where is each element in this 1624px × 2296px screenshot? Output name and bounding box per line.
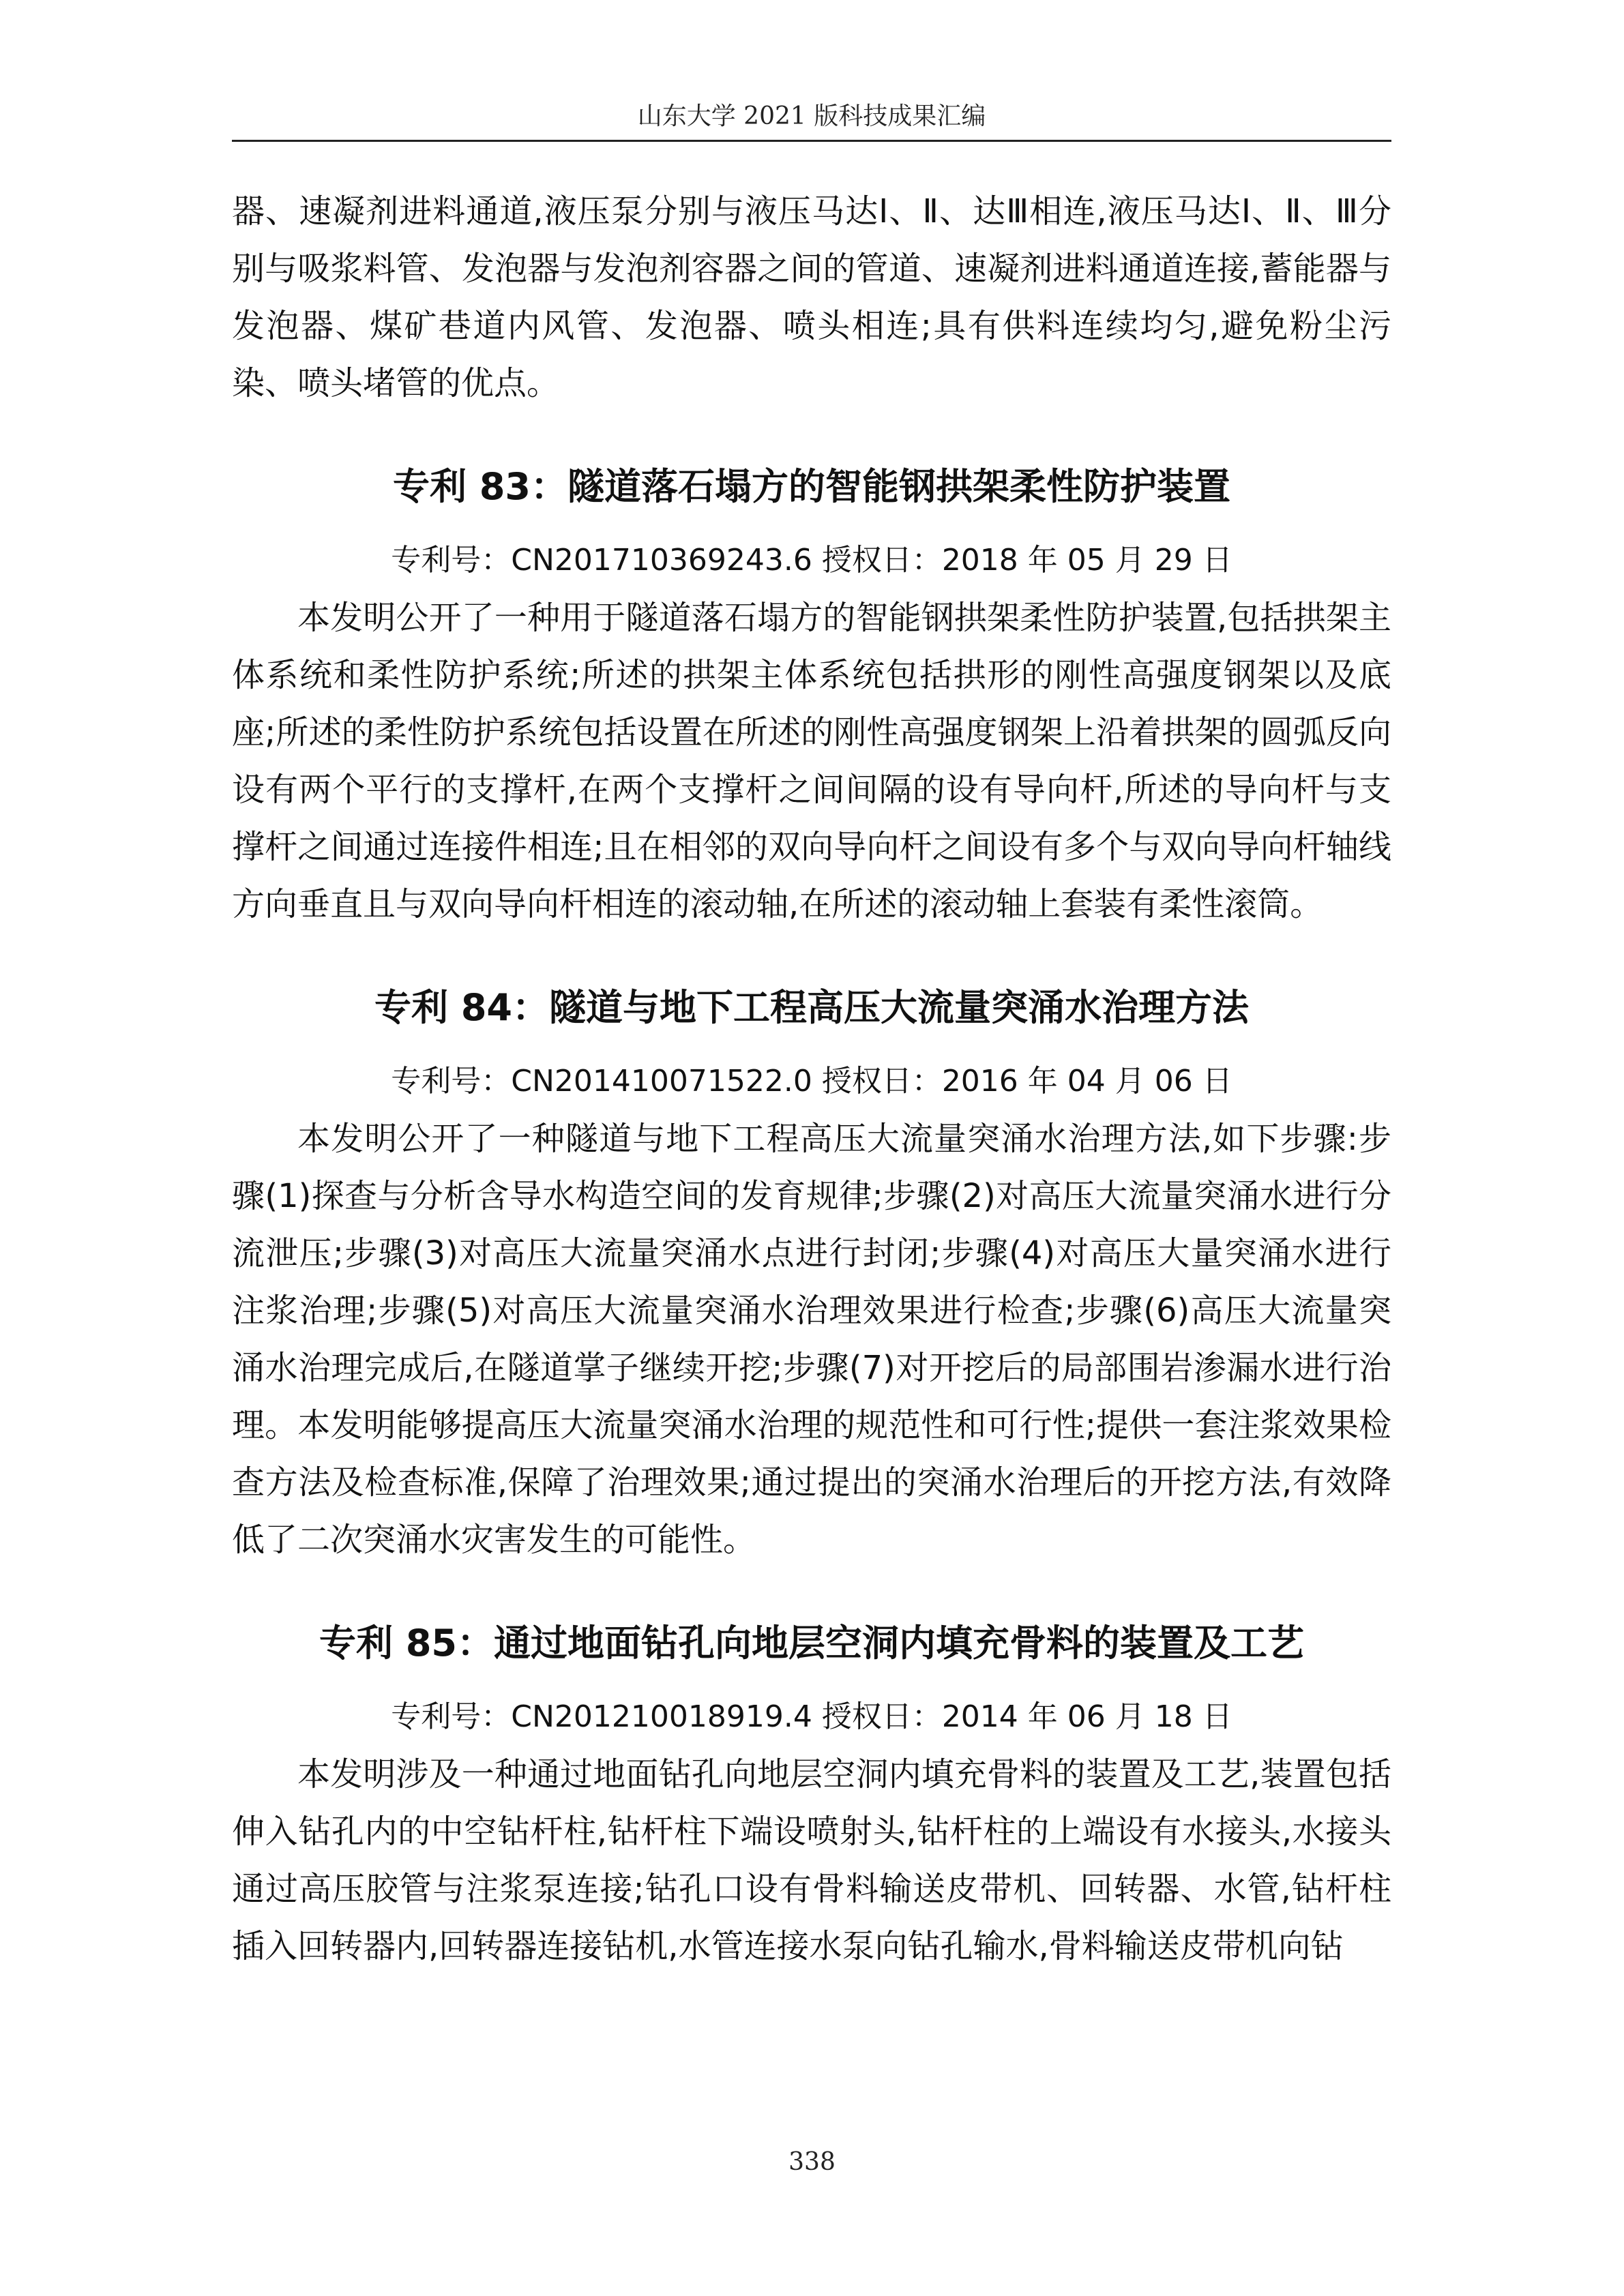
patent-meta: 专利号：CN201210018919.4 授权日：2014 年 06 月 18 日 [391,1699,1232,1734]
continuation-paragraph: 器、速凝剂进料通道,液压泵分别与液压马达Ⅰ、Ⅱ、达Ⅲ相连,液压马达Ⅰ、Ⅱ、Ⅲ分别与吸浆料管、发泡器与发泡剂容器之间的管道、速凝剂进料通道连接,蓄能器与发泡器、煤矿巷道内风管、发泡器、喷头相连;具有供料连续均匀,避免粉尘污染、喷头堵管的优点。 [232,192,1391,402]
patent-meta: 专利号：CN201710369243.6 授权日：2018 年 05 月 29 日 [391,543,1232,578]
patent-heading: 专利 83：隧道落石塌方的智能钢拱架柔性防护装置 [393,465,1230,508]
patent-abstract: 本发明涉及一种通过地面钻孔向地层空洞内填充骨料的装置及工艺,装置包括伸入钻孔内的中空钻杆柱,钻杆柱下端设喷射头,钻杆柱的上端设有水接头,水接头通过高压胶管与注浆泵连接;钻孔口设有骨料输送皮带机、回转器、水管,钻杆柱插入回转器内,回转器连接钻机,水管连接水泵向钻孔输水,骨料输送皮带机向钻 [232,1755,1391,1965]
patent-84 [232,979,1391,1568]
header-rule [232,140,1391,142]
patent-heading: 专利 84：隧道与地下工程高压大流量突涌水治理方法 [374,986,1249,1029]
patent-abstract: 本发明公开了一种隧道与地下工程高压大流量突涌水治理方法,如下步骤:步骤(1)探查与分析含导水构造空间的发育规律;步骤(2)对高压大流量突涌水进行分流泄压;步骤(3)对高压大流量突涌水点进行封闭;步骤(4)对高压大量突涌水进行注浆治理;步骤(5)对高压大流量突涌水治理效果进行检查;步骤(6)高压大流量突涌水治理完成后,在隧道掌子继续开挖;步骤(7)对开挖后的局部围岩渗漏水进行治理。本发明能够提高压大流量突涌水治理的规范性和可行性;提供一套注浆效果检查方法及检查标准,保障了治理效果;通过提出的突涌水治理后的开挖方法,有效降低了二次突涌水灾害发生的可能性。 [232,1120,1391,1559]
patent-85 [232,1615,1391,1975]
page-number: 338 [788,2148,836,2176]
patent-abstract: 本发明公开了一种用于隧道落石塌方的智能钢拱架柔性防护装置,包括拱架主体系统和柔性防护系统;所述的拱架主体系统包括拱形的刚性高强度钢架以及底座;所述的柔性防护系统包括设置在所述的刚性高强度钢架上沿着拱架的圆弧反向设有两个平行的支撑杆,在两个支撑杆之间间隔的设有导向杆,所述的导向杆与支撑杆之间通过连接件相连;且在相邻的双向导向杆之间设有多个与双向导向杆轴线方向垂直且与双向导向杆相连的滚动轴,在所述的滚动轴上套装有柔性滚筒。 [232,599,1391,923]
patent-meta: 专利号：CN201410071522.0 授权日：2016 年 04 月 06 日 [391,1064,1232,1099]
running-header: 山东大学 2021 版科技成果汇编 [637,102,986,130]
patent-heading: 专利 85：通过地面钻孔向地层空洞内填充骨料的装置及工艺 [319,1622,1304,1665]
patent-83 [232,458,1391,933]
page-content [232,183,1391,1975]
